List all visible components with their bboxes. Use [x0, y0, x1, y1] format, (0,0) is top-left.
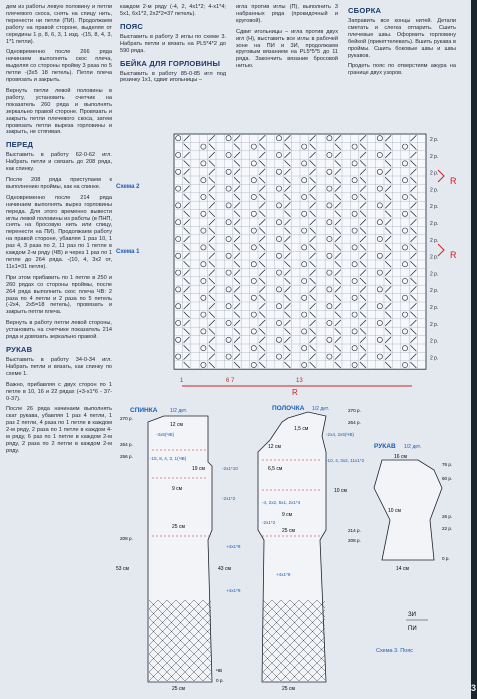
chart-row-label: 2 р.: [430, 170, 439, 177]
chart-row-label: 2 р.: [430, 221, 439, 227]
repeat-arrows: [438, 170, 444, 256]
paragraph: Сдвиг игольницы – игла против двух игл (Н), выставить все иглы в рабочей зоне на ПИ и 3И, продолжаем круговым вязанием на PL5*5*5 до 11 ряда. Закончить вязание бросовой нитью.: [236, 28, 338, 70]
paragraph: Одновременно после 214 ряда начинаем выполнять вырез горловины переда. Для этого временно вывести иглы левой половины из работы (в ПНП, снять на бросовую нить или спицу, перенести на ПИ). Продолжаем работу на правой стороне, убавляя 1 раз 10, 1 раз 4, 3 раза по 2, 11 раз по 1 петле в каждом 2-м ряду (ЧВ) и через 1 раз по 1 петле до 264 ряда. -(10, 4, 3x2 от, 11x1=31 петля).: [6, 194, 112, 270]
row-label: 270 р.: [348, 408, 361, 413]
front-piece-outline: [258, 412, 326, 682]
bottom-repeat-r: R: [292, 388, 298, 396]
formula: -3x6(ЧВ): [156, 432, 175, 437]
section-heading-front: ПЕРЕД: [6, 140, 34, 150]
section-heading-sleeve: РУКАВ: [6, 344, 33, 354]
paragraph: Одновременно после 266 ряда начинаем выполнять скос плеча, выделяя со стороны пройму 3 раза по 5 петли -(3x5 18 петель). Петли плеча провязать и закрыть.: [6, 49, 112, 84]
dim-label: 25 см: [172, 686, 185, 692]
chart-row-label: 2 р.: [430, 288, 439, 295]
row-label: 60 р.: [442, 476, 453, 481]
dim-label: 12 см: [268, 444, 281, 450]
repeat-marker-r-bottom: R: [450, 250, 457, 260]
section-heading-belt: ПОЯС: [120, 21, 144, 31]
formula: -4, 2x2, 5x1, 2x1*4: [262, 500, 301, 505]
lattice-line: [112, 600, 149, 681]
chart-row-label: 2 р.: [430, 153, 439, 160]
fourth-text-column: [348, 4, 456, 81]
dim-label: 43 см: [218, 566, 231, 572]
paragraph: Выставить в работу 85-0-85 игл под резинку 1x1, сдвиг игольницы –: [120, 70, 226, 84]
paragraph: Вернуть в работу петли левой стороны, установить на счетчике показатель 214 ряда и довязать зеркально правой.: [6, 320, 112, 341]
formula: -2x1*10: [222, 466, 238, 471]
page-number: 13: [465, 683, 476, 693]
garment-schematic: [112, 400, 464, 693]
chart-row-label: 2 р.: [430, 321, 439, 328]
paragraph: Важно, прибавляя с двух сторон по 1 петле в 10, 16 и 22 рядах (+3-x1*6 - 37-0-37).: [6, 381, 112, 402]
dim-label: 53 см: [116, 566, 129, 572]
row-label: ЧВ: [216, 668, 223, 673]
section-heading-band: БЕЙКА ДЛЯ ГОРЛОВИНЫ: [120, 58, 221, 68]
chart-grid: [174, 134, 426, 369]
dim-label: 25 см: [172, 524, 185, 530]
chart-row-label: 2 р.: [430, 187, 439, 194]
front-subtitle: 1/2 дет.: [312, 406, 329, 412]
row-label: 208 р.: [348, 538, 361, 543]
scheme-1-label: Схема 1: [116, 249, 140, 255]
dim-label: 6,5 см: [268, 466, 283, 472]
formula: -2x4, 2x5(ЧВ): [326, 432, 355, 437]
paragraph: Заправить все концы нитей. Детали сметать и слегка отпарить. Сшить плечевые швы. Оформить горловину бейкой (прикеттелевать). Вшить рукава в проймы. Сшить боковые швы и швы рукавов.: [348, 18, 456, 59]
page-edge: [471, 0, 477, 699]
stitch-mark-13: 13: [296, 378, 303, 384]
back-subtitle: 1/2 дет.: [170, 408, 187, 414]
lattice-line: [317, 600, 398, 681]
back-title: СПИНКА: [130, 407, 158, 414]
dim-label: 16 см: [394, 454, 407, 460]
dim-label: 10 см: [388, 508, 401, 514]
formula: -10, 4, 3x2, 11x1*2: [326, 458, 365, 463]
formula: -15, 8, 4, 3, 1(ЧВ): [150, 456, 187, 461]
lattice-line: [112, 600, 149, 681]
dim-label: 19 см: [192, 466, 205, 472]
left-text-column: [6, 4, 112, 459]
stitch-mark-1: 1: [180, 378, 184, 384]
paragraph: каждом 2-м ряду (-4, 2, 4x1*2; 4-x1*4; 5x1, 6x1*2, 2x2*2=37 петель).: [120, 4, 226, 17]
paragraph: После 26 ряда начинаем выполнять скат рукава, убавляя 1 раз 4 петли, 1 раз 2 петли, 4 раза по 1 петле в каждом 2-м ряду, 2 раза по 1 петле в каждом 4-м ряду, 6 раз по 1 петле в каждом 2-м ряду, 2 раза по 2 петли в каждом 2-м ряду.: [6, 406, 112, 454]
dim-label: 1,5 см: [294, 426, 309, 432]
formula: +4x1*8: [276, 572, 291, 577]
paragraph: Выставить в работу 62-0-62 игл. Набрать петли и связать до 208 ряда, как спинку.: [6, 152, 112, 173]
chart-row-label: 2 р.: [430, 254, 439, 261]
dim-label: 10 см: [334, 488, 347, 494]
row-label: 26 р.: [442, 514, 453, 519]
formula: -2x1*2: [262, 520, 276, 525]
row-label: 76 р.: [442, 462, 453, 467]
section-heading-assembly: СБОРКА: [348, 6, 382, 15]
paragraph: игла против иглы (П), выполнить 3 набранных ряда (прокидочный и круговой).: [236, 4, 338, 24]
paragraph: После 208 ряда приступаем к выполнению проймы, как на спинке.: [6, 177, 112, 190]
stitch-mark-6-7: 6 7: [226, 378, 235, 384]
chart-row-label: 2 р.: [430, 204, 439, 211]
paragraph: Вернуть петли левой половины в работу, установить счетчик на показатель 260 ряда и выполнять зеркально правой стороне. Провязать и закрыть петли плечевого скоса, затем провязать петли выреза горловины и закрыть, не стягивая.: [6, 87, 112, 136]
paragraph: дем из работы левую половину и петли плечевого скоса, снять на спицу нить, перенести ни петли (ПИ). Продолжаем работу на правой стороне, выделяя от середины 1 р, 8, 6, 3, 1 изд. -(15, 8, 4, 3, 1*1 петли).: [6, 4, 112, 45]
row-label: 214 р.: [348, 528, 361, 533]
row-label: 0 р.: [442, 556, 450, 561]
chart-row-label: 2 р.: [430, 338, 439, 345]
dim-label: 25 см: [282, 528, 295, 534]
middle-text-column: [120, 4, 226, 88]
knitting-chart: [112, 128, 464, 396]
sleeve-title: РУКАВ: [374, 443, 396, 450]
paragraph: Продеть пояс по отверстиям ажура на границе двух узоров.: [348, 63, 456, 77]
formula: -2x1*2: [222, 496, 236, 501]
row-label: 264 р.: [348, 420, 361, 425]
row-label: 256 р.: [120, 454, 133, 459]
chart-row-label: 2 р.: [430, 137, 439, 143]
paragraph: Выставить в работу 3 иглы по схеме 3. Набрать петли и вязать на PL5*4*2 до 590 ряда.: [120, 33, 226, 54]
chart-row-label: 2 р.: [430, 305, 439, 311]
sleeve-outline: [374, 460, 442, 560]
legend-zi: ЗИ: [408, 612, 416, 618]
lattice-line: [317, 600, 398, 681]
dim-label: 14 см: [396, 566, 409, 572]
row-labels: [430, 137, 438, 361]
row-label: 270 р.: [120, 416, 133, 421]
chart-row-label: 2 р.: [430, 271, 439, 278]
dim-label: 9 см: [282, 512, 293, 518]
legend-pi: ПИ: [408, 626, 417, 632]
sleeve-subtitle: 1/2 дет.: [404, 444, 421, 450]
paragraph: При этом прибавить по 1 петле в 250 и 260 рядах со стороны проймы, после 264 ряда выполнить скос плеча ЧВ: 2 раза по 4 петли и 2 раза по 5 петель (-2x4, 2x5=18 петель), провязать и закрыть петли плеча.: [6, 274, 112, 316]
scheme-3-label: Схема 3. Пояс: [376, 648, 413, 654]
dim-label: 12 см: [170, 422, 183, 428]
chart-row-label: 2 р.: [430, 355, 439, 362]
third-text-column: [236, 4, 338, 74]
dim-label: 25 см: [282, 686, 295, 692]
repeat-marker-r-top: R: [450, 176, 457, 186]
chart-row-label: 2 р.: [430, 237, 439, 244]
formula: +4x1*9: [226, 588, 241, 593]
row-label: 0 р.: [216, 678, 224, 683]
row-label: 22 р.: [442, 526, 453, 531]
row-label: 208 р.: [120, 536, 133, 541]
dim-label: 9 см: [172, 486, 183, 492]
formula: +4x1*8: [226, 544, 241, 549]
scheme-2-label: Схема 2: [116, 184, 140, 190]
front-title: ПОЛОЧКА: [272, 405, 305, 412]
paragraph: Выставить в работу 34-0-34 игл. Набрать петли и вязать, как спинку по схеме 1.: [6, 356, 112, 377]
row-label: 264 р.: [120, 442, 133, 447]
